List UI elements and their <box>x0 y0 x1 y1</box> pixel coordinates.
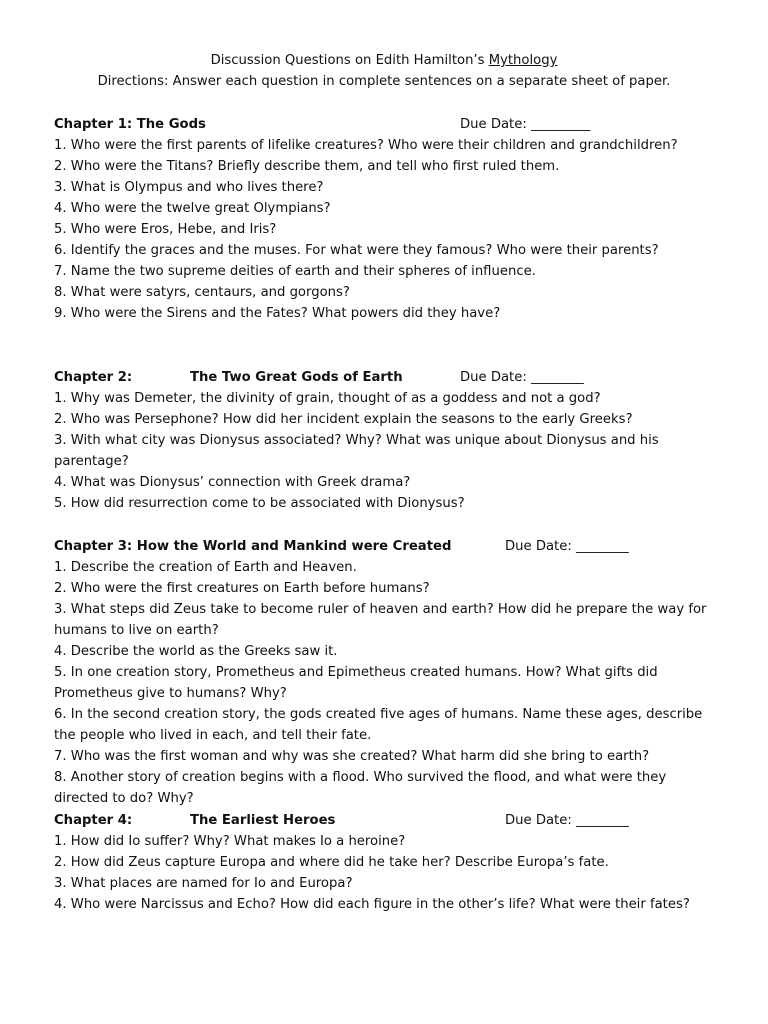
chapter-1-section <box>54 114 724 324</box>
question: 4. Who were the twelve great Olympians? <box>54 201 331 216</box>
chapter-subtitle: The Two Great Gods of Earth <box>190 370 403 385</box>
question: 5. How did resurrection come to be associated with Dionysus? <box>54 496 465 511</box>
chapter-label: Chapter 3: How the World and Mankind were Created <box>54 539 452 554</box>
chapter-heading <box>54 367 724 388</box>
question: 7. Name the two supreme deities of earth and their spheres of influence. <box>54 264 536 279</box>
chapter-heading <box>54 536 724 557</box>
question: 2. Who were the Titans? Briefly describe them, and tell who first ruled them. <box>54 159 560 174</box>
chapter-label: Chapter 2: <box>54 370 133 385</box>
question: 2. Who were the first creatures on Earth before humans? <box>54 581 430 596</box>
question: 2. How did Zeus capture Europa and where did he take her? Describe Europa’s fate. <box>54 855 609 870</box>
question: 1. Who were the first parents of lifelike creatures? Who were their children and grandchildren? <box>54 138 678 153</box>
chapter-label: Chapter 4: <box>54 813 133 828</box>
due-date-blank: ________ <box>575 539 629 554</box>
question: 8. What were satyrs, centaurs, and gorgons? <box>54 285 350 300</box>
question: 4. Describe the world as the Greeks saw it. <box>54 644 338 659</box>
question: 3. What places are named for Io and Europa? <box>54 876 353 891</box>
question: 7. Who was the first woman and why was she created? What harm did she bring to earth? <box>54 749 650 764</box>
due-date: Due Date: ________ <box>505 539 629 554</box>
chapter-label: Chapter 1: The Gods <box>54 117 206 132</box>
chapter-2-section <box>54 367 724 514</box>
question: 3. With what city was Dionysus associated? Why? What was unique about Dionysus and his parentage? <box>54 433 659 469</box>
title-book: Mythology <box>488 53 558 68</box>
chapter-4-section <box>54 810 724 915</box>
question: 2. Who was Persephone? How did her incident explain the seasons to the early Greeks? <box>54 412 633 427</box>
due-date-blank: _________ <box>530 117 591 132</box>
question: 8. Another story of creation begins with a flood. Who survived the flood, and what were they directed to do? Why? <box>54 770 667 806</box>
due-date: Due Date: _________ <box>460 117 591 132</box>
title-prefix: Discussion Questions on Edith Hamilton’s <box>210 53 489 68</box>
chapter-heading <box>54 114 724 135</box>
question: 3. What is Olympus and who lives there? <box>54 180 324 195</box>
due-date: Due Date: ________ <box>460 370 584 385</box>
question: 6. In the second creation story, the gods created five ages of humans. Name these ages, describe the people who lived in each, and tell their fate. <box>54 707 703 743</box>
question: 3. What steps did Zeus take to become ruler of heaven and earth? How did he prepare the way for humans to live on earth? <box>54 602 707 638</box>
chapter-3-section <box>54 536 724 809</box>
due-date: Due Date: ________ <box>505 813 629 828</box>
question: 9. Who were the Sirens and the Fates? What powers did they have? <box>54 306 501 321</box>
due-date-blank: ________ <box>530 370 584 385</box>
due-date-blank: ________ <box>575 813 629 828</box>
question: 4. What was Dionysus’ connection with Greek drama? <box>54 475 411 490</box>
question: 4. Who were Narcissus and Echo? How did each figure in the other’s life? What were their fates? <box>54 897 690 912</box>
question: 1. How did Io suffer? Why? What makes Io a heroine? <box>54 834 406 849</box>
document-header <box>0 50 768 92</box>
chapter-heading <box>54 810 724 831</box>
document-title <box>0 50 768 71</box>
question: 1. Describe the creation of Earth and Heaven. <box>54 560 357 575</box>
question: 5. Who were Eros, Hebe, and Iris? <box>54 222 277 237</box>
chapter-subtitle: The Earliest Heroes <box>190 813 336 828</box>
question: 1. Why was Demeter, the divinity of grain, thought of as a goddess and not a god? <box>54 391 601 406</box>
question: 6. Identify the graces and the muses. For what were they famous? Who were their parents? <box>54 243 659 258</box>
question: 5. In one creation story, Prometheus and Epimetheus created humans. How? What gifts did Prometheus give to humans? Why? <box>54 665 658 701</box>
directions: Directions: Answer each question in complete sentences on a separate sheet of paper. <box>97 74 671 89</box>
